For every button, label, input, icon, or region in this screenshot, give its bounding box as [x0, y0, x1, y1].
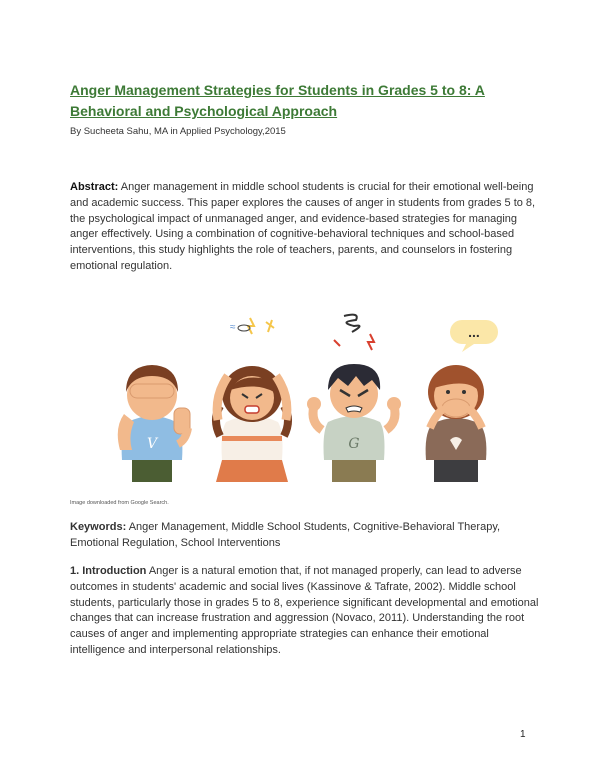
keywords-text: Anger Management, Middle School Students, Cognitive-Behavioral Therapy, Emotional Regulation, School Interventions [70, 521, 501, 549]
introduction-paragraph [70, 564, 540, 659]
shirt-letter-v: V [146, 436, 158, 452]
stress-squiggle-icon: ≈ [230, 322, 236, 333]
anger-spark-icon [368, 334, 374, 350]
figure-see-no-evil [118, 365, 190, 482]
angry-kids-illustration [70, 310, 540, 496]
author-line: By Sucheeta Sahu, MA in Applied Psychology,2015 [70, 126, 286, 137]
shirt-letter-g: G [348, 436, 360, 452]
figure-frustrated-girl [216, 318, 288, 482]
paper-title: Anger Management Strategies for Students in Grades 5 to 8: A Behavioral and Psychological Approach [70, 82, 485, 119]
speech-bubble-text: ... [468, 324, 480, 340]
page-number: 1 [520, 729, 526, 740]
introduction-label: 1. Introduction [70, 565, 147, 577]
abstract-label: Abstract: [70, 181, 119, 193]
scribble-icon [344, 315, 360, 332]
figure-speak-no-evil [426, 320, 498, 482]
spark-icon-2 [266, 320, 274, 332]
image-caption: Image downloaded from Google Search. [70, 500, 169, 506]
abstract-text: Anger management in middle school students is crucial for their emotional well-being and academic success. This paper explores the causes of anger in students from grades 5 to 8, the psychological impact of unmanaged anger, and evidence-based strategies for managing anger effectively. Using a combination of cognitive-behavioral techniques and school-based interventions, this study highlights the role of teachers, parents, and counselors in fostering emotional regulation. [70, 181, 536, 272]
keywords-paragraph [70, 520, 540, 552]
figure-angry-boy [307, 315, 401, 482]
abstract-paragraph [70, 180, 540, 275]
keywords-label: Keywords: [70, 521, 127, 533]
anger-spark-icon-2 [334, 340, 340, 346]
introduction-text: Anger is a natural emotion that, if not managed properly, can lead to adverse outcomes in students' academic and social lives (Kassinove & Tafrate, 2002). Middle school students, particularly those in grades 5 to 8, experience significant developmental and emotional changes that can increase frustration and aggression (Novaco, 2011). Understanding the root causes of anger and implementing appropriate strategies can enhance their emotional intelligence and interpersonal relationships. [70, 565, 539, 656]
